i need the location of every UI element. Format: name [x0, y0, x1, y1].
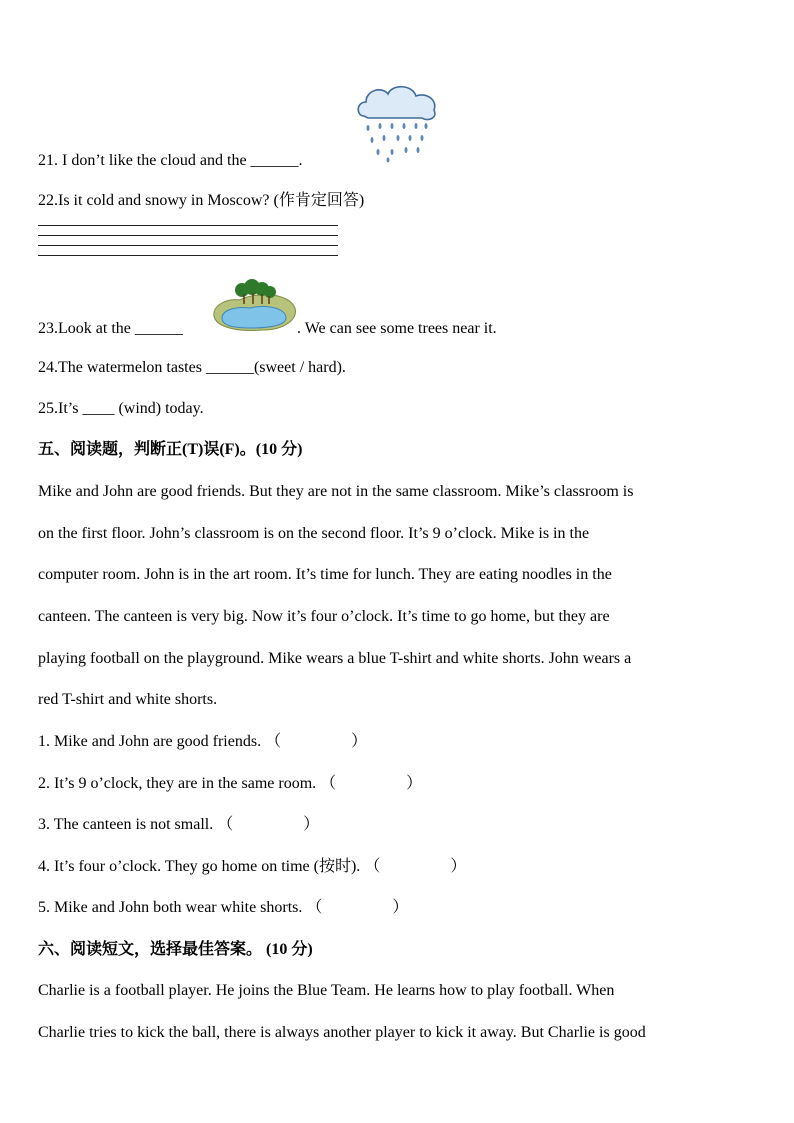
passage-1-line: computer room. John is in the art room. It’s time for lunch. They are eating noodles in the: [38, 566, 612, 583]
section-5-heading: 五、阅读题，判断正(T)误(F)。(10 分): [38, 441, 303, 458]
tf-question-1: 1. Mike and John are good friends. （ ）: [38, 733, 368, 750]
passage-1-line: Mike and John are good friends. But they are not in the same classroom. Mike’s classroom is: [38, 483, 634, 500]
answer-bracket[interactable]: （ ）: [320, 775, 423, 792]
question-23-start: 23.Look at the ______: [38, 320, 183, 337]
passage-1-line: canteen. The canteen is very big. Now it’s four o’clock. It’s time to go home, but they are: [38, 608, 610, 625]
tf-question-4: 4. It’s four o’clock. They go home on time (按时). （ ）: [38, 858, 467, 875]
rain-cloud-icon: [354, 80, 440, 164]
answer-bracket[interactable]: （ ）: [265, 733, 368, 750]
question-22: 22.Is it cold and snowy in Moscow? (作肯定回答): [38, 192, 365, 209]
passage-1-line: on the first floor. John’s classroom is on the second floor. It’s 9 o’clock. Mike is in the: [38, 525, 590, 542]
tf-question-3: 3. The canteen is not small. （ ）: [38, 816, 320, 833]
answer-bracket[interactable]: （ ）: [306, 899, 409, 916]
question-21: 21. I don’t like the cloud and the ______.: [38, 152, 303, 169]
passage-1-line: red T-shirt and white shorts.: [38, 691, 218, 708]
answer-bracket[interactable]: （ ）: [217, 816, 320, 833]
passage-2-line: Charlie is a football player. He joins the Blue Team. He learns how to play football. When: [38, 982, 615, 999]
question-23-end: . We can see some trees near it.: [297, 320, 497, 337]
passage-2-line: Charlie tries to kick the ball, there is always another player to kick it away. But Charlie is good: [38, 1024, 646, 1041]
tf-question-5: 5. Mike and John both wear white shorts. （ ）: [38, 899, 409, 916]
question-24: 24.The watermelon tastes ______(sweet / hard).: [38, 359, 346, 376]
answer-lines[interactable]: [38, 225, 338, 265]
answer-bracket[interactable]: （ ）: [364, 858, 467, 875]
passage-1-line: playing football on the playground. Mike wears a blue T-shirt and white shorts. John wears a: [38, 650, 632, 667]
lake-icon: [210, 278, 300, 334]
section-6-heading: 六、阅读短文，选择最佳答案。 (10 分): [38, 941, 313, 958]
tf-question-2: 2. It’s 9 o’clock, they are in the same room. （ ）: [38, 775, 423, 792]
question-25: 25.It’s ____ (wind) today.: [38, 400, 204, 417]
